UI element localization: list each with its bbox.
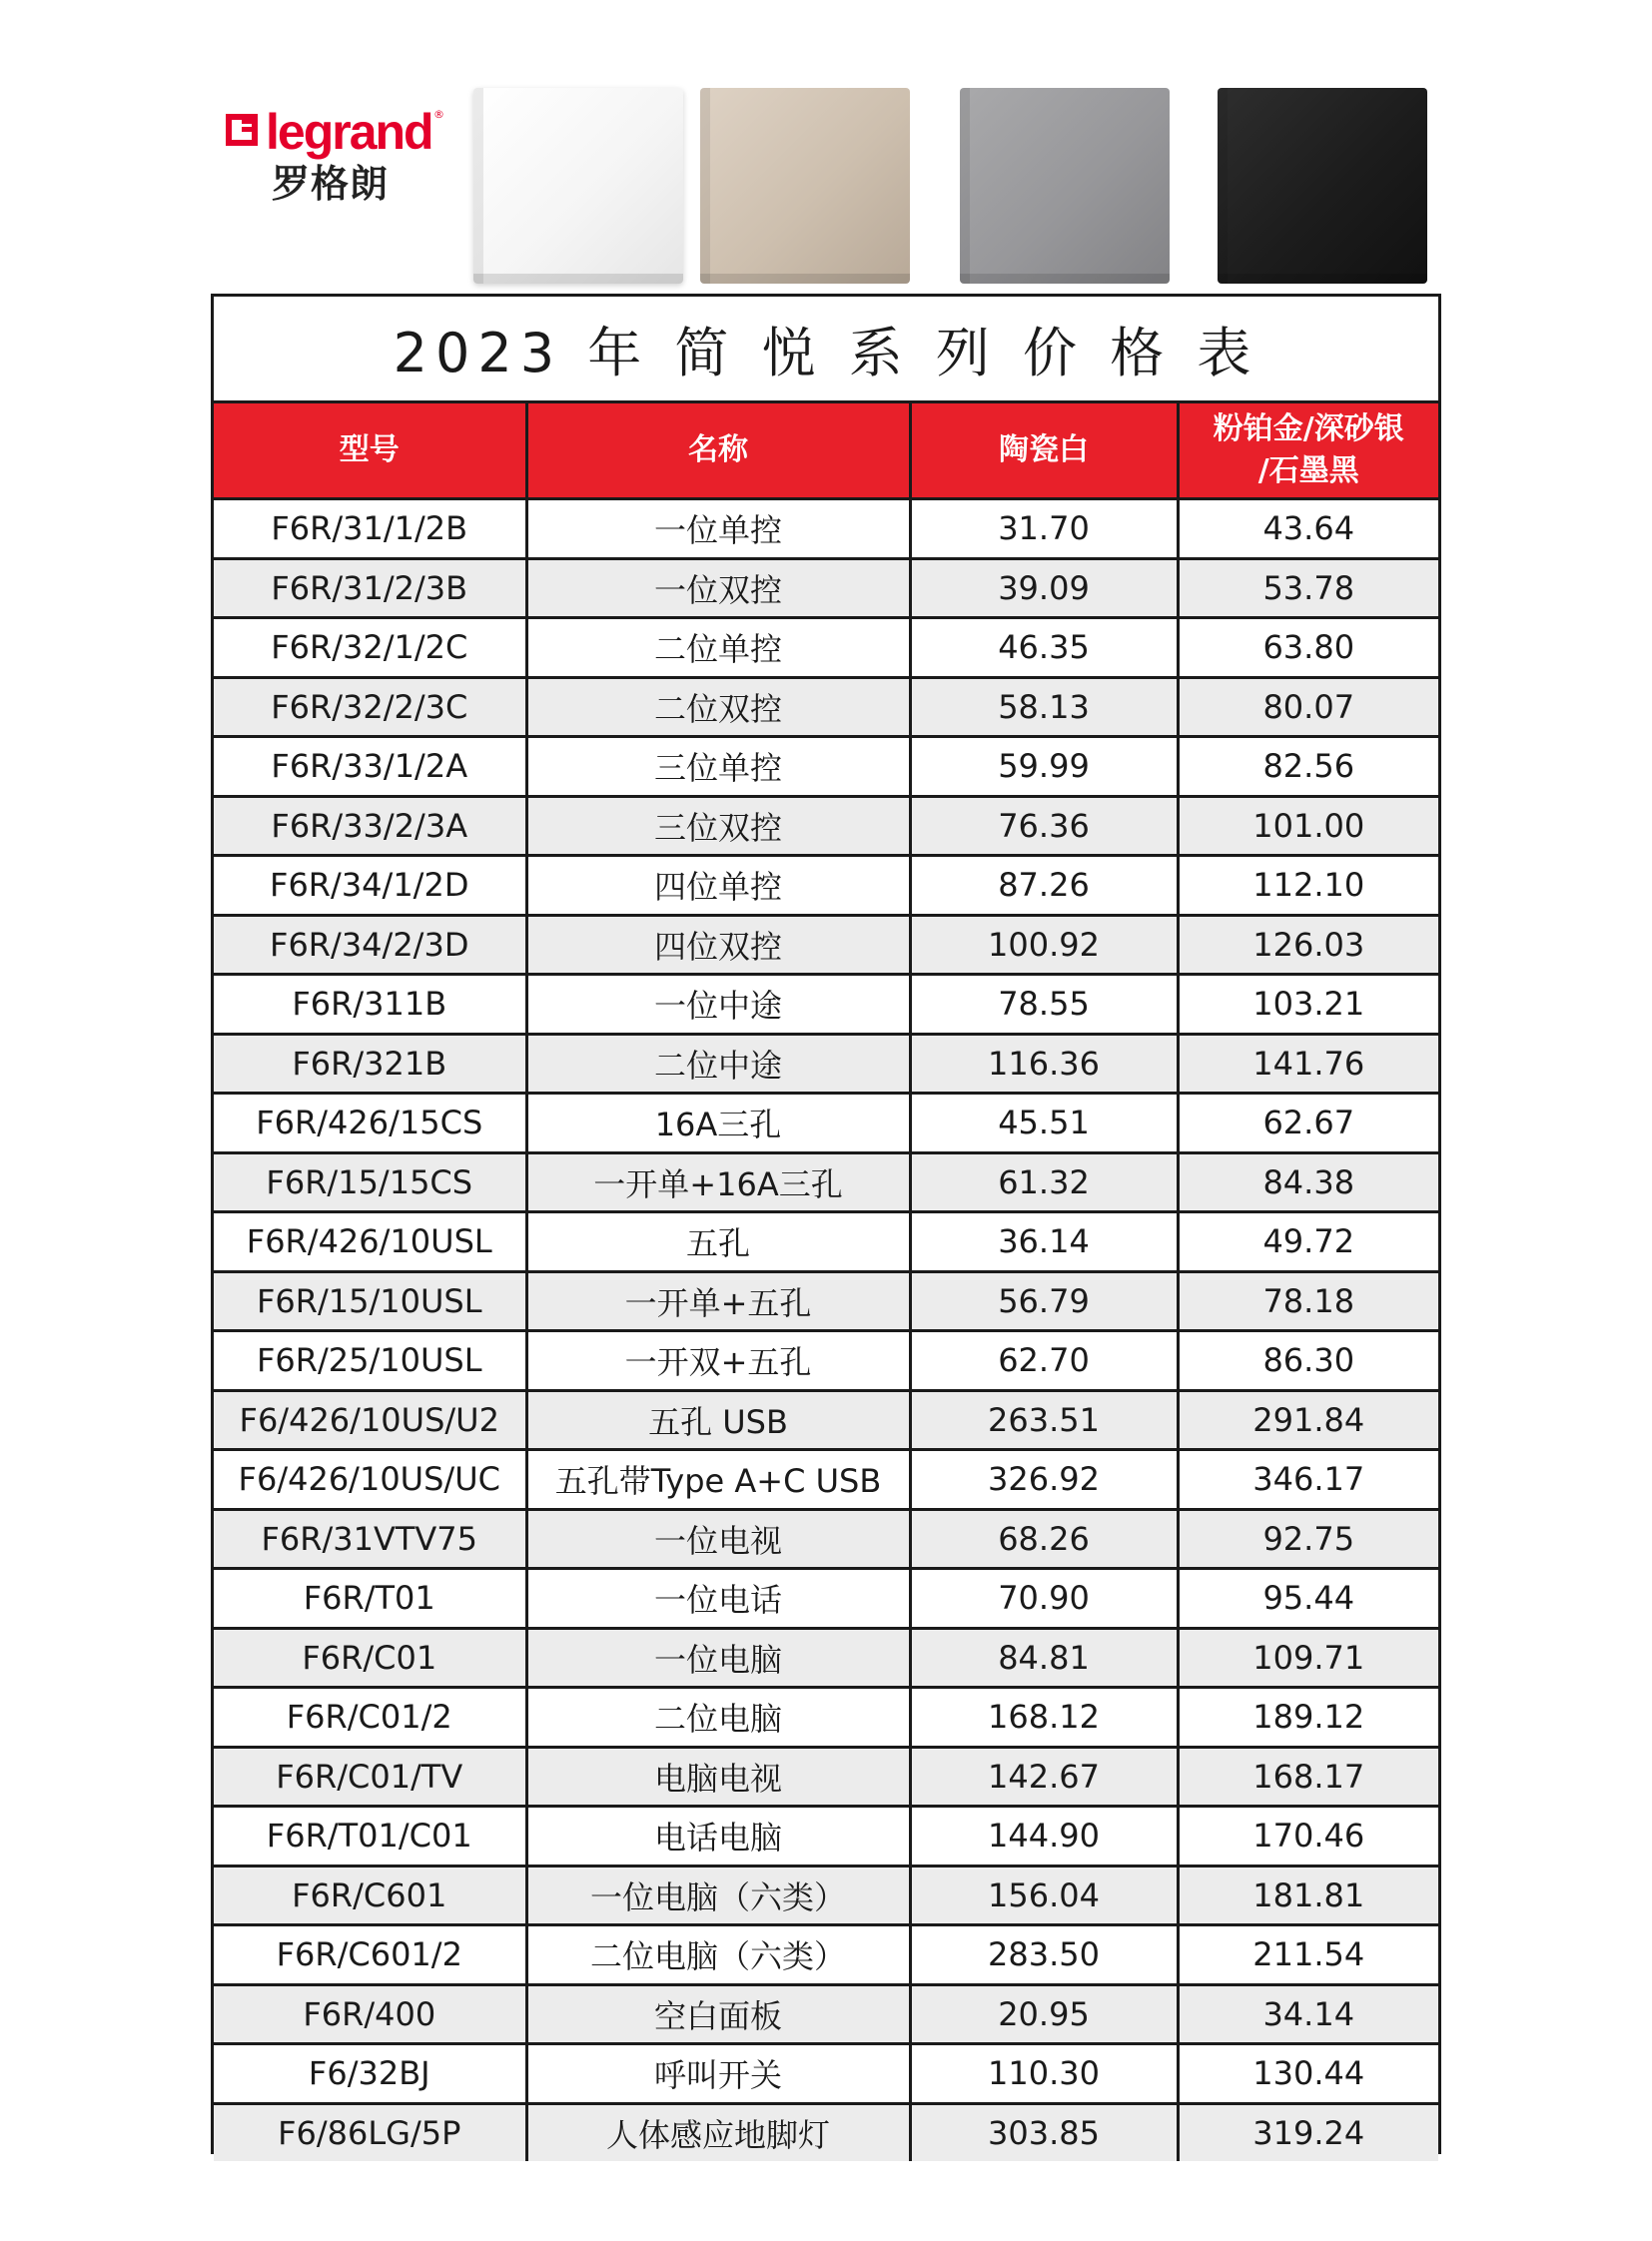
table-row <box>214 1094 1438 1153</box>
white-price-cell: 45.51 <box>910 1094 1178 1153</box>
other-price-cell: 86.30 <box>1178 1331 1438 1391</box>
model-cell: F6R/C601 <box>214 1866 526 1925</box>
table-row <box>214 1747 1438 1807</box>
model-cell: F6R/32/2/3C <box>214 677 526 737</box>
table-row <box>214 975 1438 1035</box>
other-price-cell: 141.76 <box>1178 1034 1438 1094</box>
table-row <box>214 1212 1438 1272</box>
table-row <box>214 1866 1438 1925</box>
model-cell: F6R/32/1/2C <box>214 618 526 678</box>
white-price-cell: 31.70 <box>910 499 1178 559</box>
model-cell: F6R/T01/C01 <box>214 1807 526 1867</box>
name-cell: 五孔 USB <box>526 1390 910 1450</box>
price-table <box>214 403 1438 2161</box>
name-cell: 一位电脑（六类） <box>526 1866 910 1925</box>
white-price-cell: 110.30 <box>910 2044 1178 2104</box>
name-cell: 16A三孔 <box>526 1094 910 1153</box>
white-price-cell: 61.32 <box>910 1152 1178 1212</box>
white-price-cell: 70.90 <box>910 1569 1178 1629</box>
table-row <box>214 1450 1438 1510</box>
white-price-cell: 62.70 <box>910 1331 1178 1391</box>
table-row <box>214 558 1438 618</box>
other-price-cell: 84.38 <box>1178 1152 1438 1212</box>
other-price-cell: 34.14 <box>1178 1984 1438 2044</box>
table-row <box>214 1331 1438 1391</box>
champagne-switch-plate-icon <box>700 88 910 284</box>
name-cell: 电话电脑 <box>526 1807 910 1867</box>
white-price-cell: 263.51 <box>910 1390 1178 1450</box>
table-row <box>214 1984 1438 2044</box>
brand-name-cn: 罗格朗 <box>272 162 390 206</box>
page-title: 2023 年 简 悦 系 列 价 格 表 <box>214 297 1438 403</box>
header-name: 名称 <box>526 403 910 499</box>
name-cell: 一开双+五孔 <box>526 1331 910 1391</box>
model-cell: F6R/31/2/3B <box>214 558 526 618</box>
other-price-cell: 103.21 <box>1178 975 1438 1035</box>
other-price-cell: 112.10 <box>1178 856 1438 916</box>
white-price-cell: 58.13 <box>910 677 1178 737</box>
other-price-cell: 92.75 <box>1178 1509 1438 1569</box>
table-row <box>214 1390 1438 1450</box>
other-price-cell: 181.81 <box>1178 1866 1438 1925</box>
name-cell: 三位双控 <box>526 796 910 856</box>
name-cell: 五孔带Type A+C USB <box>526 1450 910 1510</box>
table-row <box>214 618 1438 678</box>
registered-mark: ® <box>433 108 444 121</box>
other-price-cell: 43.64 <box>1178 499 1438 559</box>
table-row <box>214 677 1438 737</box>
model-cell: F6R/C01/TV <box>214 1747 526 1807</box>
table-row <box>214 1271 1438 1331</box>
table-row <box>214 1034 1438 1094</box>
header-model: 型号 <box>214 403 526 499</box>
name-cell: 人体感应地脚灯 <box>526 2103 910 2161</box>
silver-switch-plate-icon <box>960 88 1170 284</box>
model-cell: F6R/31/1/2B <box>214 499 526 559</box>
model-cell: F6/32BJ <box>214 2044 526 2104</box>
model-cell: F6/86LG/5P <box>214 2103 526 2161</box>
name-cell: 二位电脑 <box>526 1688 910 1748</box>
other-price-cell: 346.17 <box>1178 1450 1438 1510</box>
other-price-cell: 291.84 <box>1178 1390 1438 1450</box>
name-cell: 电脑电视 <box>526 1747 910 1807</box>
black-switch-plate-icon <box>1218 88 1427 284</box>
white-price-cell: 39.09 <box>910 558 1178 618</box>
table-row <box>214 1569 1438 1629</box>
brand-wordmark: legrand <box>266 104 432 160</box>
other-price-cell: 80.07 <box>1178 677 1438 737</box>
white-price-cell: 59.99 <box>910 737 1178 797</box>
other-price-cell: 101.00 <box>1178 796 1438 856</box>
name-cell: 一位电视 <box>526 1509 910 1569</box>
other-price-cell: 49.72 <box>1178 1212 1438 1272</box>
table-row <box>214 1807 1438 1867</box>
model-cell: F6/426/10US/U2 <box>214 1390 526 1450</box>
name-cell: 二位电脑（六类） <box>526 1925 910 1985</box>
price-sheet <box>211 294 1441 2154</box>
other-price-cell: 82.56 <box>1178 737 1438 797</box>
white-price-cell: 156.04 <box>910 1866 1178 1925</box>
name-cell: 一位电脑 <box>526 1628 910 1688</box>
name-cell: 二位单控 <box>526 618 910 678</box>
name-cell: 一位中途 <box>526 975 910 1035</box>
white-price-cell: 87.26 <box>910 856 1178 916</box>
model-cell: F6R/321B <box>214 1034 526 1094</box>
name-cell: 三位单控 <box>526 737 910 797</box>
name-cell: 呼叫开关 <box>526 2044 910 2104</box>
model-cell: F6R/31VTV75 <box>214 1509 526 1569</box>
name-cell: 一开单+16A三孔 <box>526 1152 910 1212</box>
header-other-price <box>1178 403 1438 499</box>
table-row <box>214 1509 1438 1569</box>
model-cell: F6R/400 <box>214 1984 526 2044</box>
white-price-cell: 168.12 <box>910 1688 1178 1748</box>
table-row <box>214 2044 1438 2104</box>
table-row <box>214 1628 1438 1688</box>
white-price-cell: 100.92 <box>910 915 1178 975</box>
model-cell: F6R/15/10USL <box>214 1271 526 1331</box>
other-price-cell: 62.67 <box>1178 1094 1438 1153</box>
white-price-cell: 20.95 <box>910 1984 1178 2044</box>
model-cell: F6R/C01/2 <box>214 1688 526 1748</box>
model-cell: F6R/33/2/3A <box>214 796 526 856</box>
name-cell: 一位双控 <box>526 558 910 618</box>
model-cell: F6/426/10US/UC <box>214 1450 526 1510</box>
brand-logo <box>226 104 465 214</box>
white-price-cell: 56.79 <box>910 1271 1178 1331</box>
model-cell: F6R/426/10USL <box>214 1212 526 1272</box>
white-price-cell: 68.26 <box>910 1509 1178 1569</box>
other-price-cell: 170.46 <box>1178 1807 1438 1867</box>
name-cell: 二位中途 <box>526 1034 910 1094</box>
name-cell: 空白面板 <box>526 1984 910 2044</box>
white-price-cell: 84.81 <box>910 1628 1178 1688</box>
other-price-cell: 211.54 <box>1178 1925 1438 1985</box>
white-switch-plate-icon <box>473 88 683 284</box>
white-price-cell: 144.90 <box>910 1807 1178 1867</box>
white-price-cell: 303.85 <box>910 2103 1178 2161</box>
other-price-cell: 109.71 <box>1178 1628 1438 1688</box>
table-row <box>214 737 1438 797</box>
name-cell: 一位单控 <box>526 499 910 559</box>
other-price-cell: 126.03 <box>1178 915 1438 975</box>
model-cell: F6R/426/15CS <box>214 1094 526 1153</box>
model-cell: F6R/25/10USL <box>214 1331 526 1391</box>
table-row <box>214 499 1438 559</box>
white-price-cell: 78.55 <box>910 975 1178 1035</box>
name-cell: 五孔 <box>526 1212 910 1272</box>
table-row <box>214 915 1438 975</box>
model-cell: F6R/15/15CS <box>214 1152 526 1212</box>
header-other-line2: /石墨黑 <box>1257 453 1359 488</box>
other-price-cell: 95.44 <box>1178 1569 1438 1629</box>
table-row <box>214 1152 1438 1212</box>
model-cell: F6R/C601/2 <box>214 1925 526 1985</box>
white-price-cell: 46.35 <box>910 618 1178 678</box>
name-cell: 一位电话 <box>526 1569 910 1629</box>
name-cell: 四位双控 <box>526 915 910 975</box>
model-cell: F6R/34/2/3D <box>214 915 526 975</box>
other-price-cell: 53.78 <box>1178 558 1438 618</box>
other-price-cell: 168.17 <box>1178 1747 1438 1807</box>
header-other-line1: 粉铂金/深砂银 <box>1213 411 1404 446</box>
model-cell: F6R/T01 <box>214 1569 526 1629</box>
name-cell: 一开单+五孔 <box>526 1271 910 1331</box>
table-header-row <box>214 403 1438 499</box>
legrand-logo-icon <box>226 114 258 146</box>
other-price-cell: 319.24 <box>1178 2103 1438 2161</box>
table-row <box>214 1925 1438 1985</box>
white-price-cell: 36.14 <box>910 1212 1178 1272</box>
header-white-price: 陶瓷白 <box>910 403 1178 499</box>
table-row <box>214 2103 1438 2161</box>
table-row <box>214 796 1438 856</box>
other-price-cell: 130.44 <box>1178 2044 1438 2104</box>
model-cell: F6R/34/1/2D <box>214 856 526 916</box>
other-price-cell: 189.12 <box>1178 1688 1438 1748</box>
other-price-cell: 78.18 <box>1178 1271 1438 1331</box>
table-row <box>214 1688 1438 1748</box>
white-price-cell: 116.36 <box>910 1034 1178 1094</box>
model-cell: F6R/C01 <box>214 1628 526 1688</box>
other-price-cell: 63.80 <box>1178 618 1438 678</box>
table-row <box>214 856 1438 916</box>
white-price-cell: 142.67 <box>910 1747 1178 1807</box>
white-price-cell: 283.50 <box>910 1925 1178 1985</box>
model-cell: F6R/33/1/2A <box>214 737 526 797</box>
white-price-cell: 326.92 <box>910 1450 1178 1510</box>
name-cell: 四位单控 <box>526 856 910 916</box>
name-cell: 二位双控 <box>526 677 910 737</box>
white-price-cell: 76.36 <box>910 796 1178 856</box>
model-cell: F6R/311B <box>214 975 526 1035</box>
